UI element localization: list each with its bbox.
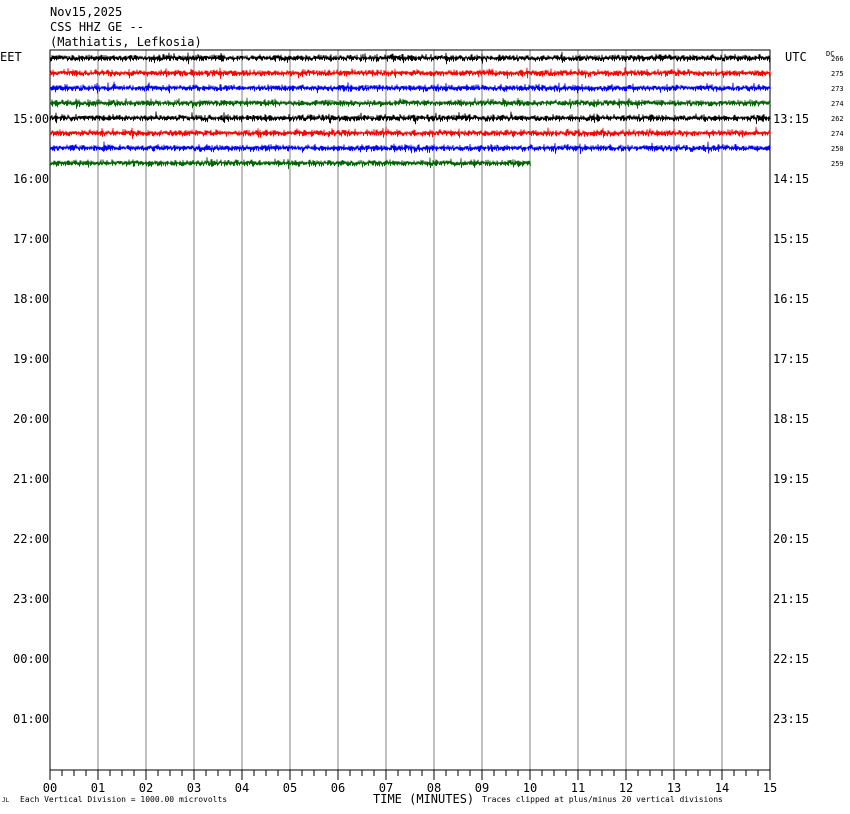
x-tick-label: 06 xyxy=(330,781,346,795)
left-hour-label: 15:00 xyxy=(13,112,50,126)
dc-value: 259 xyxy=(831,160,844,168)
x-tick-label: 04 xyxy=(234,781,250,795)
left-hour-label: 17:00 xyxy=(13,232,50,246)
left-hour-label: 21:00 xyxy=(13,472,50,486)
grid-lines xyxy=(98,50,722,770)
left-hour-label: 01:00 xyxy=(13,712,50,726)
trace-row xyxy=(50,82,771,94)
dc-values xyxy=(831,55,844,168)
chart-station: CSS HHZ GE -- xyxy=(50,20,144,34)
seismic-traces xyxy=(50,52,771,169)
left-hour-label: 23:00 xyxy=(13,592,50,606)
hour-labels xyxy=(13,112,809,726)
x-tick-label: 15 xyxy=(762,781,778,795)
right-hour-label: 18:15 xyxy=(773,412,810,426)
dc-value: 275 xyxy=(831,70,844,78)
right-hour-label: 15:15 xyxy=(773,232,810,246)
trace-row xyxy=(50,67,771,79)
dc-value: 273 xyxy=(831,85,844,93)
trace-row xyxy=(50,127,771,139)
right-hour-label: 13:15 xyxy=(773,112,810,126)
dc-value: 274 xyxy=(831,130,844,138)
trace-row xyxy=(50,52,771,64)
left-hour-label: 18:00 xyxy=(13,292,50,306)
left-hour-label: 20:00 xyxy=(13,412,50,426)
left-hour-label: 16:00 xyxy=(13,172,50,186)
x-tick-label: 05 xyxy=(282,781,298,795)
left-hour-label: 00:00 xyxy=(13,652,50,666)
x-tick-label: 11 xyxy=(570,781,586,795)
right-axis-label: UTC xyxy=(785,50,807,64)
right-hour-label: 23:15 xyxy=(773,712,810,726)
x-tick-label: 09 xyxy=(474,781,490,795)
x-tick-label: 08 xyxy=(426,781,442,795)
dc-label: DC xyxy=(826,50,835,58)
x-tick-label: 01 xyxy=(90,781,106,795)
trace-row xyxy=(50,111,771,124)
x-tick-label: 13 xyxy=(666,781,682,795)
right-hour-label: 17:15 xyxy=(773,352,810,366)
chart-date: Nov15,2025 xyxy=(50,5,123,19)
dc-value: 266 xyxy=(831,55,844,63)
trace-row xyxy=(50,98,771,109)
x-tick-label: 07 xyxy=(378,781,394,795)
dc-value: 262 xyxy=(831,115,844,123)
x-tick-label: 12 xyxy=(618,781,634,795)
x-tick-label: 10 xyxy=(522,781,538,795)
left-axis-label: EET xyxy=(0,50,22,64)
x-tick-label: 14 xyxy=(714,781,730,795)
x-tick-label: 03 xyxy=(186,781,202,795)
x-tick-label: 00 xyxy=(42,781,58,795)
trace-row xyxy=(50,142,771,154)
right-hour-label: 20:15 xyxy=(773,532,810,546)
right-hour-label: 14:15 xyxy=(773,172,810,186)
left-hour-label: 19:00 xyxy=(13,352,50,366)
dc-value: 250 xyxy=(831,145,844,153)
right-hour-label: 21:15 xyxy=(773,592,810,606)
left-hour-label: 22:00 xyxy=(13,532,50,546)
scale-glyph: JL xyxy=(2,797,10,804)
x-axis-title: TIME (MINUTES) xyxy=(373,792,475,806)
right-hour-label: 19:15 xyxy=(773,472,810,486)
right-hour-label: 22:15 xyxy=(773,652,810,666)
right-hour-label: 16:15 xyxy=(773,292,810,306)
x-tick-label: 02 xyxy=(138,781,154,795)
plot-frame xyxy=(50,50,770,770)
chart-location: (Mathiatis, Lefkosia) xyxy=(50,35,202,49)
clip-note: Traces clipped at plus/minus 20 vertical divisions xyxy=(482,795,723,804)
scale-note: Each Vertical Division = 1000.00 microvolts xyxy=(20,795,228,804)
dc-value: 274 xyxy=(831,100,844,108)
